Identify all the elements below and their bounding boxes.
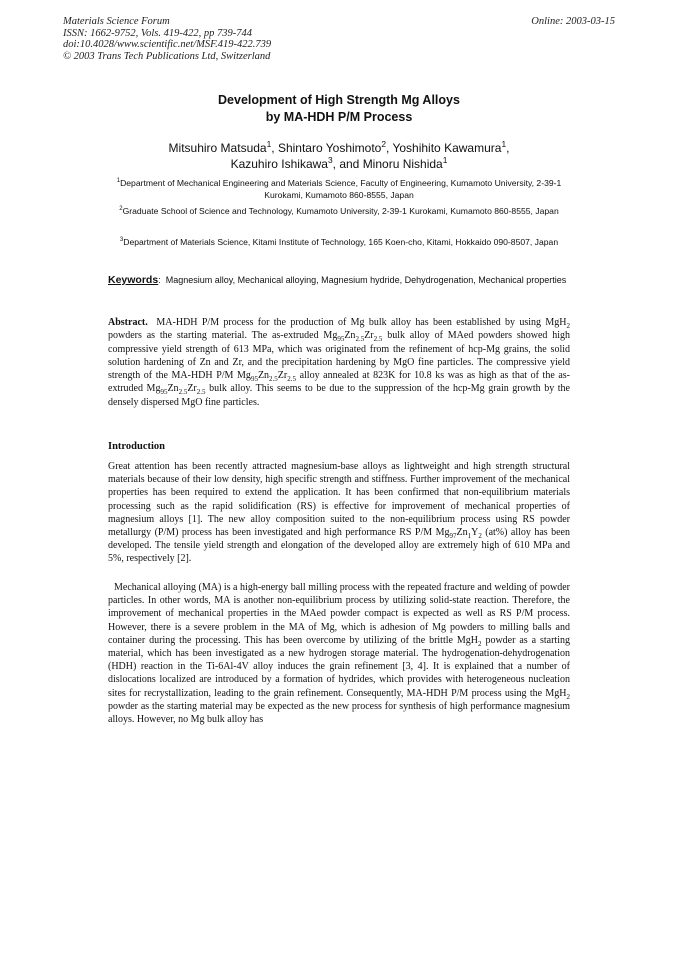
section-heading-introduction: Introduction	[108, 441, 165, 452]
subscript: 2.5	[178, 388, 188, 397]
chem-element: Zn	[456, 527, 468, 539]
affil-number: 3	[119, 237, 124, 244]
chem-element: Zn	[167, 383, 179, 395]
paragraph-text: (at%) alloy has been developed. The tensile yield strength and elongation of the developed alloy are extremely high of 610 MPa and 5%, respectively [2].	[108, 527, 570, 565]
abstract-text: powders as the starting material. The as-extruded Mg	[108, 330, 338, 342]
subscript: 97	[449, 532, 457, 541]
keywords-block: Keywords: Magnesium alloy, Mechanical alloying, Magnesium hydride, Dehydrogenation, Mechanical properties	[108, 274, 567, 286]
subscript: 2	[566, 322, 570, 330]
chem-element: Zr	[277, 370, 288, 382]
author-list: Mitsuhiro Matsuda$^1$, Shintaro Yoshimoto$^2$, Yoshihito Kawamura$^1$, Kazuhiro Ishikawa$^3$, and Minoru Nishida$^1$	[168, 139, 510, 171]
subscript: 2.5	[373, 335, 383, 344]
abstract-text: bulk alloy. This seems to be due to the suppression of the hcp-Mg grain growth by the densely dispersed MgO fine particles.	[108, 383, 570, 408]
affil-marker: 2	[381, 139, 387, 149]
subscript: 2.5	[269, 375, 278, 384]
affil-text: Graduate School of Science and Technology, Kumamoto University, 2-39-1 Kurokami, Kumamoto 860-8555, Japan	[122, 206, 559, 216]
affil-marker: 1	[266, 139, 272, 149]
journal-name: Materials Science Forum	[63, 16, 170, 27]
abstract-text: MA-HDH P/M process for the production of Mg bulk alloy has been established by using MgH	[156, 317, 567, 328]
author-name: Yoshihito Kawamura	[392, 141, 502, 155]
paragraph-text: Mechanical alloying (MA) is a high-energy ball milling process with the repeated fracture and welding of powder particles. In other words, MA is another non-equilibrium process by utilizing solid-state reaction. Therefore, the improvement of mechanical properties in the MAed powder compact is expected as well as RS P/M process. However, there is a severe problem in the MA of Mg, which is adhesion of Mg powders to milling balls and container during the processing. This has been overcome by utilizing of the brittle MgH	[108, 582, 570, 646]
keywords-text: Magnesium alloy, Mechanical alloying, Magnesium hydride, Dehydrogenation, Mechanical properties	[165, 275, 567, 285]
affil-text: Department of Materials Science, Kitami Institute of Technology, 165 Koen-cho, Kitami, Hokkaido 090-8507, Japan	[123, 237, 559, 247]
chem-element: Zr	[187, 383, 197, 395]
paper-title	[0, 92, 678, 126]
affil-number: 2	[119, 206, 123, 213]
affil-marker: 1	[442, 155, 448, 165]
author-name: Mitsuhiro Matsuda	[168, 141, 267, 155]
chem-element: Zn	[257, 370, 270, 382]
chem-element: Zn	[344, 330, 356, 342]
abstract-text: alloy annealed at 823K for 10.8 ks was as high as that of the as-extruded Mg	[108, 370, 570, 395]
author-name: Shintaro Yoshimoto	[277, 141, 382, 155]
chem-element: Y	[471, 527, 479, 539]
subscript: 2	[478, 639, 482, 648]
author-name: Kazuhiro Ishikawa	[230, 157, 328, 171]
subscript: 2	[478, 532, 482, 541]
affiliation-1	[108, 178, 570, 201]
affiliation-2	[108, 206, 570, 218]
abstract-label: Abstract.	[108, 317, 148, 328]
author-and: and	[339, 157, 360, 171]
paragraph-text: Great attention has been recently attracted magnesium-base alloys as lightweight and high strength structural materials because of their low density, high specific strength and stiffness. Further improvement of the mechanical properties has been required to extend the application. It has been confirmed that non-equilibrium materials processing such as the rapid solidification (RS) is effective for improvement of mechanical properties of magnesium alloys [1]. The new alloy composition suited to the non-equilibrium process using RS powder metallurgy (P/M) process has been investigated and high performance RS P/M Mg	[108, 461, 570, 539]
paragraph-text: powder as the starting material may be expected as the new process for synthesis of high performance magnesium alloys. However, no Mg bulk alloy has	[108, 700, 570, 726]
subscript: 1	[467, 532, 472, 541]
affiliation-3	[108, 237, 570, 249]
chem-element: Zr	[364, 330, 374, 342]
copyright-line: © 2003 Trans Tech Publications Ltd, Switzerland	[63, 50, 271, 62]
subscript: 2.5	[287, 375, 296, 384]
subscript: 2.5	[196, 388, 206, 397]
keywords-label: Keywords	[108, 274, 159, 286]
subscript: 2.5	[355, 335, 365, 344]
abstract	[108, 316, 570, 409]
intro-paragraph-1	[108, 460, 570, 566]
paragraph-text: powder as a starting material, which has been investigated as a new hydrogen storage material. The hydrogenation-dehydrogenation (HDH) reaction in the Ti-6Al-4V alloy induces the grain refinement [3, 4]. It is explained that a number of dislocations localized are introduced by a formation of hydrides, which provides with heterogeneous nucleation sites for recrystallization, leading to the grain refinement. Consequently, MA-HDH P/M process using the MgH	[108, 634, 570, 699]
title-line-2: by MA-HDH P/M Process	[265, 110, 413, 124]
doi-line[interactable]: doi:10.4028/www.scientific.net/MSF.419-422.739	[63, 39, 272, 50]
author-name: Minoru Nishida	[362, 157, 443, 171]
subscript: 95	[250, 375, 258, 384]
subscript: 95	[160, 388, 168, 397]
online-date: Online: 2003-03-15	[531, 16, 615, 27]
affil-text: Department of Mechanical Engineering and Materials Science, Faculty of Engineering, Kumamoto University, 2-39-1 Kurokami, Kumamoto 860-8555, Japan	[120, 178, 562, 200]
subscript: 95	[337, 335, 345, 344]
affil-marker: 3	[327, 155, 333, 165]
intro-paragraph-2	[108, 581, 570, 726]
issn-line: ISSN: 1662-9752, Vols. 419-422, pp 739-744	[63, 27, 252, 39]
affil-number: 1	[116, 178, 121, 185]
journal-header	[63, 16, 271, 62]
abstract-text: bulk alloy of MAed powders showed high compressive yield strength of 613 MPa, which was originated from the refinement of hcp-Mg grains, the solid solution hardening of Zn and Zr, and the precipitation hardening by MgO fine particles. The compressive yield strength of the MA-HDH P/M Mg	[108, 330, 570, 382]
title-line-1: Development of High Strength Mg Alloys	[218, 93, 460, 107]
affil-marker: 1	[501, 139, 507, 149]
subscript: 2	[566, 692, 570, 701]
